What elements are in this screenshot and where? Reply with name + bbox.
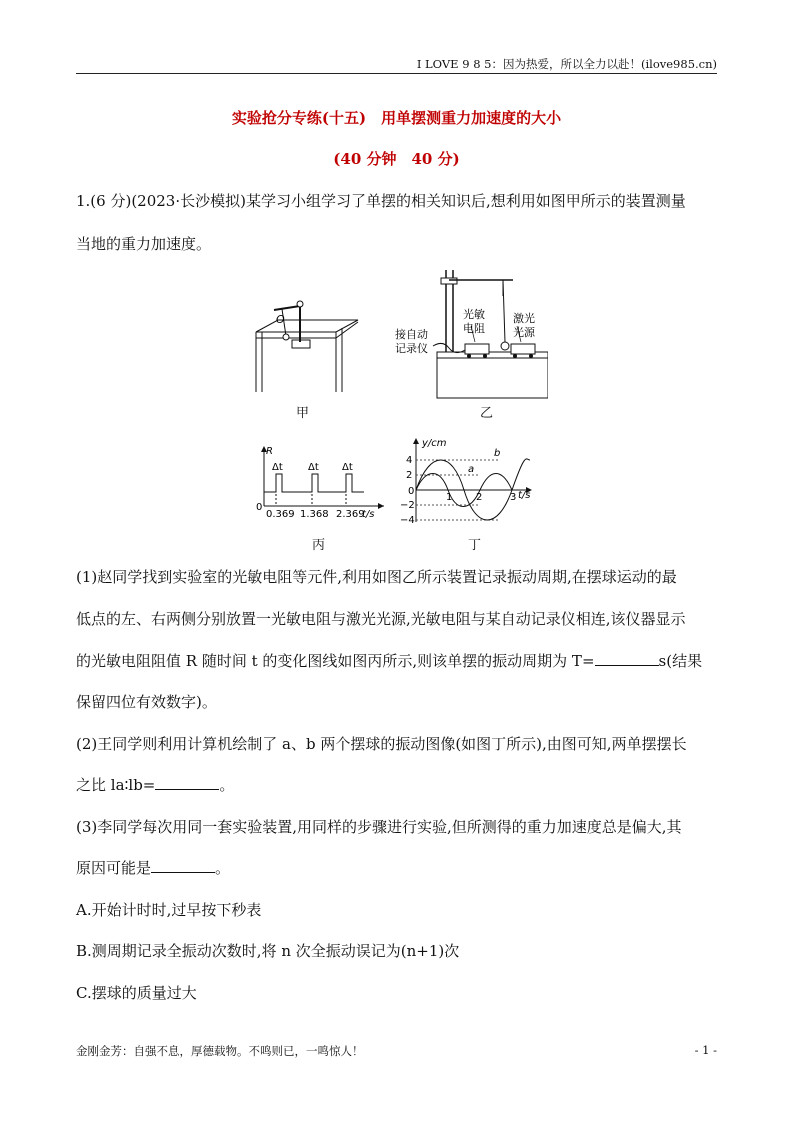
- bing-tick-2: 1.368: [300, 509, 329, 520]
- ding-ytick-4: 4: [406, 455, 413, 466]
- yi-sensor-l2: 电阻: [463, 322, 485, 335]
- q1-p2-line1: (2)王同学则利用计算机绘制了 a、b 两个摆球的振动图像(如图丁所示),由图可知,两单摆摆长: [76, 735, 687, 753]
- ding-ylabel: y/cm: [422, 438, 447, 449]
- ding-xtick-2: 2: [476, 492, 483, 503]
- yi-laser-l2: 光源: [513, 326, 535, 339]
- page-subtitle: (40 分钟 40 分): [333, 150, 460, 168]
- ding-origin: 0: [408, 486, 415, 497]
- bing-xlabel: t/s: [362, 509, 375, 520]
- page-title: 实验抢分专练(十五) 用单摆测重力加速度的大小: [231, 109, 562, 127]
- q1-p3-line1: (3)李同学每次用同一套实验装置,用同样的步骤进行实验,但所测得的重力加速度总是偏大,其: [76, 818, 682, 836]
- bing-origin: 0: [256, 502, 263, 513]
- option-c: C.摆球的质量过大: [76, 984, 197, 1002]
- figure-ding: [400, 436, 540, 530]
- option-b: B.测周期记录全振动次数时,将 n 次全振动误记为(n+1)次: [76, 942, 460, 960]
- answer-blank-reason[interactable]: [151, 858, 215, 873]
- ding-xlabel: t/s: [518, 490, 531, 501]
- caption-bing: 丙: [312, 538, 326, 553]
- ding-ytick-m4: −4: [400, 515, 415, 526]
- q1-p1-line3: [76, 650, 702, 671]
- bing-ylabel: R: [266, 446, 273, 457]
- q1-p1-line4: 保留四位有效数字)。: [76, 693, 217, 711]
- q1-p2-line2-b: 。: [219, 776, 235, 794]
- bing-dt-2: Δt: [308, 462, 319, 473]
- bing-tick-1: 0.369: [266, 509, 295, 520]
- header-rule: [76, 73, 717, 74]
- q1-p3-line2: [76, 857, 230, 878]
- page-header: I LOVE 9 8 5：因为热爱，所以全力以赴！(ilove985.cn): [416, 57, 717, 71]
- q1-p2-line2: [76, 774, 234, 795]
- answer-blank-period[interactable]: [595, 651, 659, 666]
- bing-tick-3: 2.369: [336, 509, 365, 520]
- figure-yi: [393, 266, 548, 402]
- option-a: A.开始计时时,过早按下秒表: [76, 901, 262, 919]
- q1-p1-line2: 低点的左、右两侧分别放置一光敏电阻与激光光源,光敏电阻与某自动记录仪相连,该仪器显示: [76, 610, 686, 628]
- answer-blank-ratio[interactable]: [155, 775, 219, 790]
- yi-sensor-l1: 光敏: [463, 308, 485, 321]
- caption-jia: 甲: [296, 406, 310, 421]
- q1-intro-line2: 当地的重力加速度。: [76, 235, 212, 253]
- yi-recorder-l1: 接自动: [395, 328, 428, 341]
- ding-xtick-3: 3: [510, 492, 517, 503]
- q1-intro-line1: 1.(6 分)(2023·长沙模拟)某学习小组学习了单摆的相关知识后,想利用如图甲所示的装置测量: [76, 192, 686, 210]
- bing-dt-3: Δt: [342, 462, 353, 473]
- q1-p2-line2-a: 之比 la∶lb=: [76, 776, 156, 794]
- ding-xtick-1: 1: [446, 492, 453, 503]
- q1-p1-line1: (1)赵同学找到实验室的光敏电阻等元件,利用如图乙所示装置记录振动周期,在摆球运动的最: [76, 568, 677, 586]
- figure-bing: [250, 440, 390, 520]
- bing-dt-1: Δt: [272, 462, 283, 473]
- ding-ytick-m2: −2: [400, 500, 415, 511]
- figure-jia: [248, 292, 360, 396]
- ding-label-a: a: [468, 464, 475, 475]
- yi-laser-l1: 激光: [513, 312, 535, 325]
- yi-recorder-l2: 记录仪: [395, 342, 428, 355]
- ding-label-b: b: [494, 448, 501, 459]
- ding-ytick-2: 2: [406, 470, 413, 481]
- q1-p3-line2-a: 原因可能是: [76, 859, 152, 877]
- q1-p1-line3-a: 的光敏电阻阻值 R 随时间 t 的变化图线如图丙所示,则该单摆的振动周期为 T=: [76, 652, 595, 670]
- caption-yi: 乙: [480, 406, 494, 421]
- footer-motto: 金刚金芳：自强不息，厚德载物。不鸣则已，一鸣惊人！: [76, 1044, 364, 1058]
- caption-ding: 丁: [468, 538, 482, 553]
- page-number: - 1 -: [694, 1043, 717, 1057]
- q1-p3-line2-b: 。: [215, 859, 231, 877]
- jia-label-o: O: [276, 313, 285, 326]
- q1-p1-line3-b: s(结果: [658, 652, 703, 670]
